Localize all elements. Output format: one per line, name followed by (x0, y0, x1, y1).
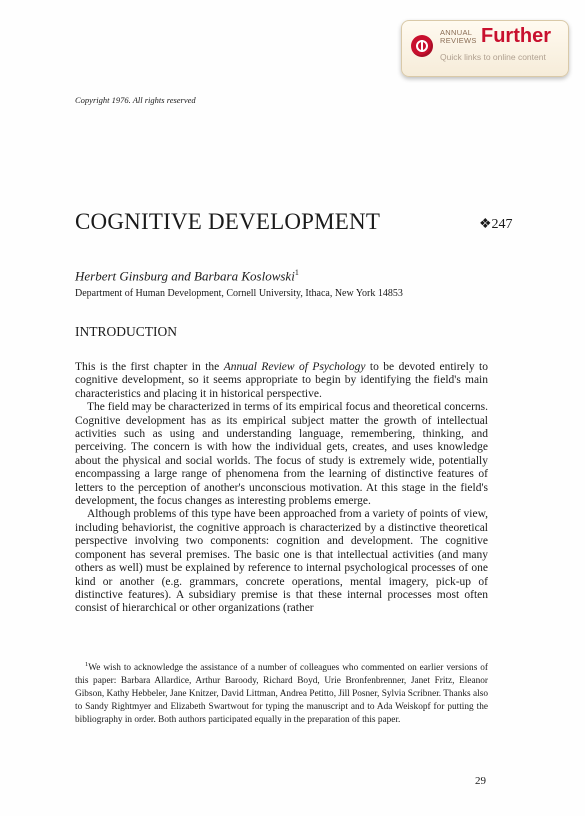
footnote-text: We wish to acknowledge the assistance of a number of colleagues who commented on earlier versions of this paper: Barbara Allardice, Arthur Baroody, Richard Boyd, Urie Bronfenbrenner, Janet Fritz, Eleanor Gibson, Kathy Hebbeler, Jane Knitzer, David Littman, Andrea Petitto, Jill Posner, Sylvia Scribner. Thanks also to Sandy Rightmyer and Elizabeth Swartwout for typing the manuscript and to Ada Weiskopf for putting the bibliography in order. Both authors participated equally in the preparation of this paper. (75, 663, 488, 726)
annual-label: ANNUAL (440, 28, 473, 37)
quick-links-label: Quick links to online content (440, 52, 546, 62)
author-footnote-mark[interactable]: 1 (294, 268, 299, 277)
article-body (75, 361, 488, 616)
journal-name: Annual Review of Psychology (223, 361, 366, 373)
paragraph-3: Although problems of this type have been approached from a variety of points of view, including behaviorist, the cognitive approach is characterized by a distinctive theoretical perspective involving two components: cognition and development. The cognitive component has several premises. The basic one is that intellectual activities (and many others as well) must be explained by reference to internal psychological processes of one kind or another (e.g. grammars, concrete operations, mental imagery, pick-up of distinctive features). A subsidiary premise is that these internal processes most often consist of hierarchical or other organizations (rather (75, 508, 488, 615)
author-names: Herbert Ginsburg and Barbara Koslowski (75, 268, 295, 284)
footnote-mark: 1 (85, 661, 89, 668)
annual-reviews-further-badge[interactable] (401, 20, 569, 77)
page-number: 29 (475, 775, 486, 787)
author-affiliation: Department of Human Development, Cornell University, Ithaca, New York 14853 (75, 288, 403, 299)
paragraph-2: The field may be characterized in terms of its empirical focus and theoretical concerns. Cognitive development has as its empirical subject matter the growth of intellectual activities such as using and understanding language, remembering, thinking, and perceiving. The concern is with how the individual gets, creates, and uses knowledge about the physical and social worlds. The focus of study is extremely wide, potentially encompassing a large range of phenomena from the learning of distinctive features of letters to the perception of another's unconscious motivation. At this stage in the field's development, the focus changes as interesting problems emerge. (75, 401, 488, 508)
page-marker: ❖247 (479, 217, 513, 232)
paragraph-1: This is the first chapter in the Annual Review of Psychology to be devoted entirely to cognitive development, so it seems appropriate to begin by identifying the field's main characteristics and placing it in historical perspective. (75, 361, 488, 400)
author-line (75, 268, 299, 284)
reviews-label: REVIEWS (440, 36, 477, 45)
annual-reviews-logo-icon (411, 35, 433, 57)
section-heading: INTRODUCTION (75, 324, 177, 339)
further-label: Further (481, 25, 551, 47)
article-title: COGNITIVE DEVELOPMENT (75, 209, 381, 234)
annual-reviews-wordmark (440, 29, 477, 45)
copyright-notice: Copyright 1976. All rights reserved (75, 95, 196, 105)
footnote (75, 658, 488, 728)
